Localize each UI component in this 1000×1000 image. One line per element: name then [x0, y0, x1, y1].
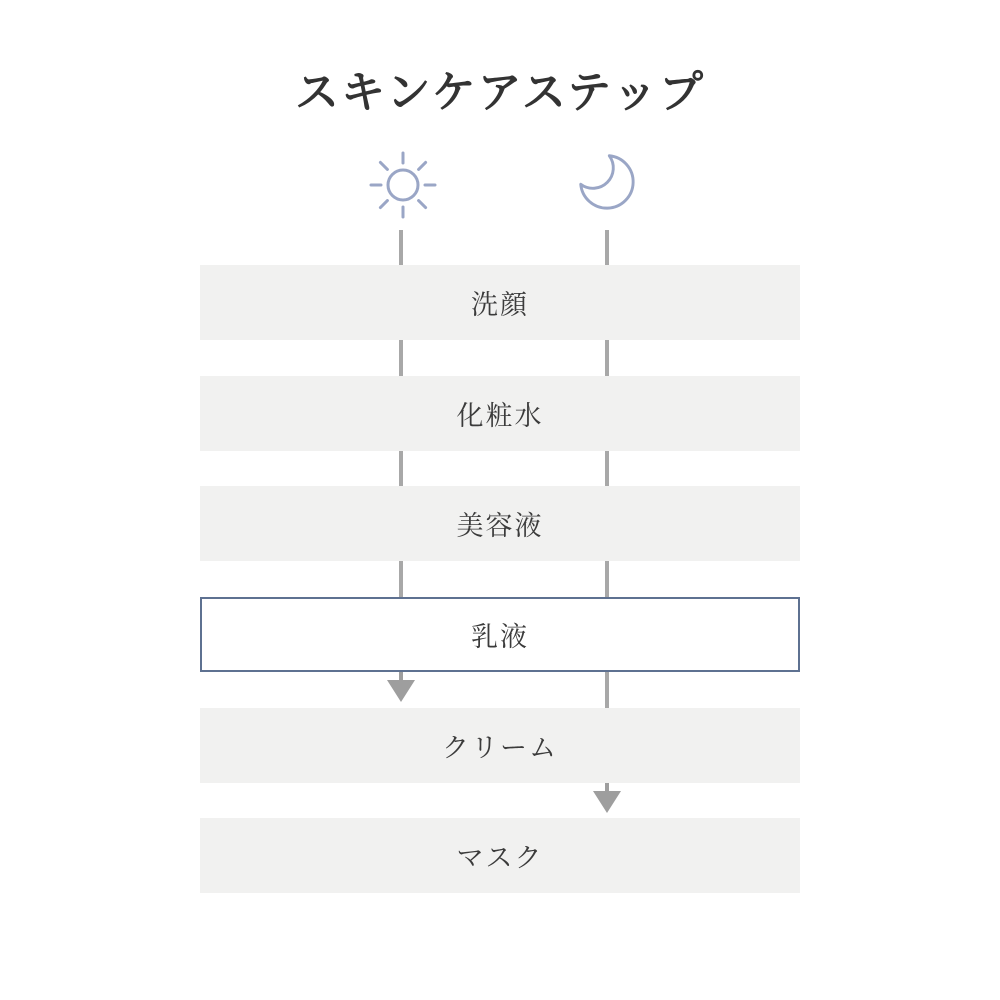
step-box-mask — [200, 818, 800, 893]
night-arrow-down-icon — [593, 791, 621, 813]
morning-connector-segment — [399, 230, 403, 265]
step-box-emulsion-highlighted — [200, 597, 800, 672]
sun-icon — [363, 145, 443, 225]
night-connector-segment — [605, 561, 609, 597]
step-label: 化粧水 — [456, 401, 544, 432]
night-connector-segment — [605, 672, 609, 708]
step-label: 洗顔 — [471, 290, 529, 321]
night-connector-segment — [605, 340, 609, 376]
step-label: マスク — [456, 843, 544, 874]
step-box-cleanser — [200, 265, 800, 340]
morning-connector-segment — [399, 340, 403, 376]
step-box-toner — [200, 376, 800, 451]
moon-icon — [572, 147, 642, 217]
morning-connector-segment — [399, 561, 403, 597]
morning-connector-segment — [399, 451, 403, 486]
night-connector-segment — [605, 451, 609, 486]
step-label: クリーム — [442, 733, 558, 764]
page-title: スキンケアステップ — [294, 67, 706, 118]
step-box-serum — [200, 486, 800, 561]
step-box-cream — [200, 708, 800, 783]
night-connector-segment — [605, 230, 609, 265]
step-label: 乳液 — [471, 622, 529, 653]
step-label: 美容液 — [456, 511, 544, 542]
morning-arrow-down-icon — [387, 680, 415, 702]
